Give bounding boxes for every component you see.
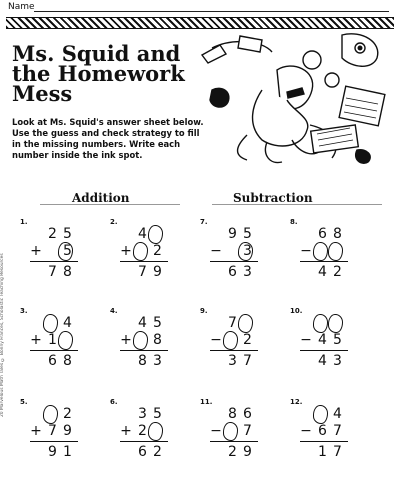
- sum-line: [300, 441, 348, 442]
- title-line: the Homework: [12, 61, 185, 86]
- digit: 4: [318, 264, 327, 280]
- digit: 4: [63, 315, 72, 331]
- top-row: [120, 406, 180, 422]
- ink-spot-icon[interactable]: [313, 405, 328, 424]
- problem-12: [290, 398, 360, 460]
- sum-line: [210, 350, 258, 351]
- ink-spot-icon[interactable]: [313, 242, 328, 261]
- answer-row: [210, 353, 270, 369]
- ink-spot-icon[interactable]: [238, 314, 253, 333]
- problem-7: [200, 218, 270, 280]
- operator: +: [30, 423, 42, 439]
- problem-number: 7.: [200, 218, 208, 226]
- answer-row: [30, 353, 90, 369]
- operator: −: [210, 423, 222, 439]
- top-row: [120, 226, 180, 242]
- answer-row: [210, 264, 270, 280]
- answer-row: [30, 264, 90, 280]
- digit: 4: [318, 332, 327, 348]
- addition-heading: Addition: [72, 191, 130, 205]
- bottom-row: [210, 423, 270, 439]
- problem-2: [110, 218, 180, 280]
- bottom-row: [30, 243, 90, 259]
- digit: 8: [153, 332, 162, 348]
- digit: 1: [63, 444, 72, 460]
- digit: 8: [138, 353, 147, 369]
- digit: 7: [243, 423, 252, 439]
- digit: 9: [63, 423, 72, 439]
- digit: 2: [48, 226, 57, 242]
- digit: 2: [333, 264, 342, 280]
- ink-spot-icon[interactable]: [223, 331, 238, 350]
- digit: 3: [243, 264, 252, 280]
- instructions: Look at Ms. Squid's answer sheet below. Use the guess and check strategy to fill in the missing numbers. Write each number inside the ink spot.: [12, 117, 204, 160]
- digit: 6: [138, 444, 147, 460]
- answer-row: [120, 353, 180, 369]
- digit: 2: [63, 406, 72, 422]
- ink-spot-icon[interactable]: [43, 405, 58, 424]
- problem-number: 6.: [110, 398, 118, 406]
- sum-line: [300, 261, 348, 262]
- bottom-row: [30, 423, 90, 439]
- operator: −: [300, 243, 312, 259]
- problem-number: 2.: [110, 218, 118, 226]
- digit: 4: [318, 353, 327, 369]
- digit: 6: [318, 226, 327, 242]
- digit: 7: [138, 264, 147, 280]
- title-line: Mess: [12, 81, 73, 106]
- digit: 9: [228, 226, 237, 242]
- answer-row: [300, 264, 360, 280]
- operator: +: [120, 423, 132, 439]
- top-row: [30, 406, 90, 422]
- ink-spot-icon[interactable]: [43, 314, 58, 333]
- operator: −: [300, 332, 312, 348]
- digit: 5: [153, 406, 162, 422]
- digit: 8: [333, 226, 342, 242]
- problem-11: [200, 398, 270, 460]
- digit: 4: [333, 406, 342, 422]
- digit: 3: [153, 353, 162, 369]
- ink-spot-icon[interactable]: [223, 422, 238, 441]
- digit: 3: [228, 353, 237, 369]
- answer-row: [120, 444, 180, 460]
- operator: +: [120, 243, 132, 259]
- digit: 5: [333, 332, 342, 348]
- ink-spot-icon[interactable]: [328, 242, 343, 261]
- operator: −: [300, 423, 312, 439]
- digit: 7: [333, 423, 342, 439]
- sum-line: [30, 261, 78, 262]
- digit: 1: [48, 332, 57, 348]
- sum-line: [210, 441, 258, 442]
- top-row: [300, 406, 360, 422]
- digit: 8: [228, 406, 237, 422]
- digit: 3: [333, 353, 342, 369]
- operator: −: [210, 243, 222, 259]
- subtraction-heading: Subtraction: [233, 191, 313, 205]
- squid-illustration: [192, 30, 392, 170]
- top-row: [120, 315, 180, 331]
- ink-spot-icon[interactable]: [148, 422, 163, 441]
- bottom-row: [210, 243, 270, 259]
- ink-spot-icon[interactable]: [148, 225, 163, 244]
- sum-line: [30, 441, 78, 442]
- digit: 7: [48, 423, 57, 439]
- addition-rule: [40, 204, 180, 205]
- bottom-row: [210, 332, 270, 348]
- problem-3: [20, 307, 90, 369]
- problem-number: 1.: [20, 218, 28, 226]
- answer-row: [120, 264, 180, 280]
- sum-line: [120, 441, 168, 442]
- ink-spot-icon[interactable]: [58, 331, 73, 350]
- ink-spot-icon[interactable]: [313, 314, 328, 333]
- digit: 7: [333, 444, 342, 460]
- top-row: [30, 315, 90, 331]
- ink-spot-icon[interactable]: [328, 314, 343, 333]
- digit: 5: [243, 226, 252, 242]
- problem-6: [110, 398, 180, 460]
- answer-row: [300, 444, 360, 460]
- digit: 4: [138, 226, 147, 242]
- problem-number: 3.: [20, 307, 28, 315]
- problem-number: 11.: [200, 398, 213, 406]
- sum-line: [120, 350, 168, 351]
- digit: 7: [243, 353, 252, 369]
- missing-digit[interactable]: 3: [243, 243, 252, 259]
- side-credit: 20 Marvelous Math Tales © Bonny Frances, Scholastic Teaching Resources: [0, 253, 5, 417]
- name-field[interactable]: [34, 11, 389, 12]
- problem-number: 10.: [290, 307, 303, 315]
- top-row: [300, 226, 360, 242]
- bottom-row: [120, 423, 180, 439]
- page-title: [12, 41, 202, 106]
- problem-5: [20, 398, 90, 460]
- digit: 3: [138, 406, 147, 422]
- problem-number: 8.: [290, 218, 298, 226]
- missing-digit[interactable]: 5: [63, 243, 72, 259]
- answer-row: [30, 444, 90, 460]
- digit: 1: [318, 444, 327, 460]
- bottom-row: [300, 423, 360, 439]
- sum-line: [30, 350, 78, 351]
- digit: 6: [243, 406, 252, 422]
- top-row: [210, 315, 270, 331]
- problem-1: [20, 218, 90, 280]
- top-row: [30, 226, 90, 242]
- digit: 6: [228, 264, 237, 280]
- answer-row: [210, 444, 270, 460]
- digit: 2: [243, 332, 252, 348]
- operator: +: [30, 332, 42, 348]
- problem-10: [290, 307, 360, 369]
- digit: 9: [243, 444, 252, 460]
- digit: 6: [318, 423, 327, 439]
- digit: 5: [63, 226, 72, 242]
- digit: 8: [63, 264, 72, 280]
- problem-number: 12.: [290, 398, 303, 406]
- decorative-border: [6, 17, 394, 29]
- problem-4: [110, 307, 180, 369]
- digit: 2: [228, 444, 237, 460]
- bottom-row: [300, 332, 360, 348]
- operator: +: [120, 332, 132, 348]
- operator: +: [30, 243, 42, 259]
- digit: 5: [153, 315, 162, 331]
- digit: 7: [48, 264, 57, 280]
- top-row: [300, 315, 360, 331]
- digit: 6: [48, 353, 57, 369]
- digit: 4: [138, 315, 147, 331]
- subtraction-rule: [212, 204, 382, 205]
- problem-number: 9.: [200, 307, 208, 315]
- problem-number: 5.: [20, 398, 28, 406]
- digit: 2: [153, 444, 162, 460]
- digit: 2: [153, 243, 162, 259]
- problem-8: [290, 218, 360, 280]
- bottom-row: [120, 243, 180, 259]
- digit: 7: [228, 315, 237, 331]
- answer-row: [300, 353, 360, 369]
- bottom-row: [300, 243, 360, 259]
- digit: 2: [138, 423, 147, 439]
- title-line: Ms. Squid and: [12, 41, 181, 66]
- top-row: [210, 226, 270, 242]
- bottom-row: [120, 332, 180, 348]
- digit: 9: [48, 444, 57, 460]
- sum-line: [300, 350, 348, 351]
- bottom-row: [30, 332, 90, 348]
- ink-spot-icon[interactable]: [133, 242, 148, 261]
- operator: −: [210, 332, 222, 348]
- top-row: [210, 406, 270, 422]
- ink-spot-icon[interactable]: [133, 331, 148, 350]
- sum-line: [120, 261, 168, 262]
- problem-number: 4.: [110, 307, 118, 315]
- name-label: Name: [8, 2, 35, 12]
- digit: 8: [63, 353, 72, 369]
- problem-9: [200, 307, 270, 369]
- digit: 9: [153, 264, 162, 280]
- sum-line: [210, 261, 258, 262]
